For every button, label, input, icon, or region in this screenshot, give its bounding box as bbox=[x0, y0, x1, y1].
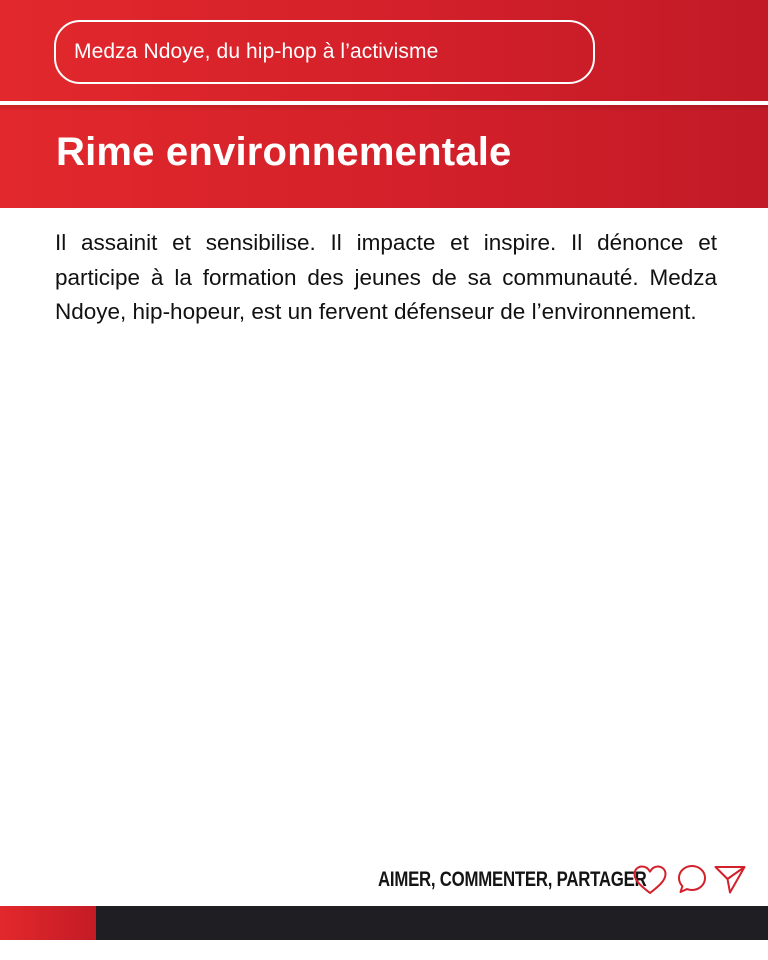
header-banner bbox=[0, 0, 768, 208]
comment-bubble-icon[interactable] bbox=[676, 863, 708, 895]
cta-label: AIMER, COMMENTER, PARTAGER bbox=[378, 868, 647, 891]
heart-icon[interactable] bbox=[632, 864, 668, 896]
series-label-pill bbox=[54, 20, 595, 84]
series-label: Medza Ndoye, du hip-hop à l’activisme bbox=[74, 40, 439, 63]
article-title: Rime environnementale bbox=[56, 130, 512, 174]
footer-accent bbox=[0, 906, 96, 940]
header-divider-shadow bbox=[0, 105, 768, 111]
send-icon[interactable] bbox=[713, 863, 747, 895]
engagement-bar bbox=[378, 860, 647, 900]
footer-bar bbox=[0, 906, 768, 940]
article-body: Il assainit et sensibilise. Il impacte et inspire. Il dénonce et participe à la formation des jeunes de sa communauté. Medza Ndoye, hip-hopeur, est un fervent défenseur de l’environnement. bbox=[55, 230, 717, 324]
